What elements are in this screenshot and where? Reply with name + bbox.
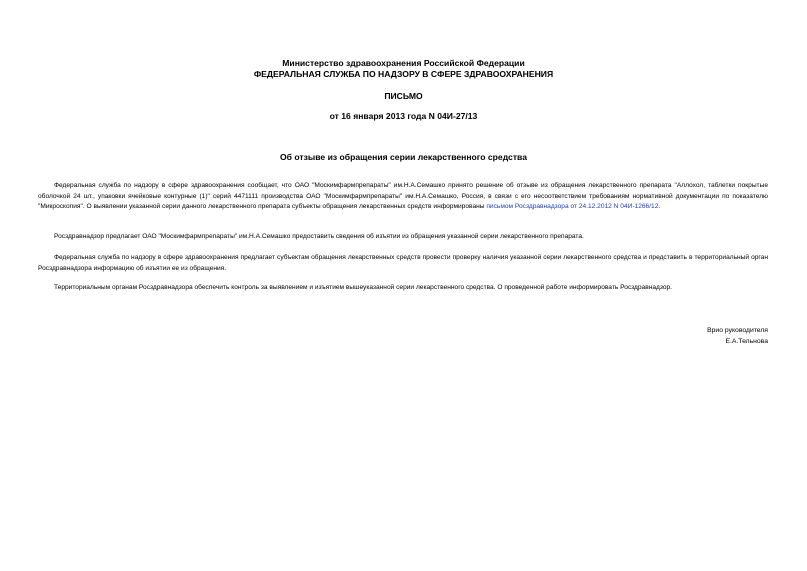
ministry-heading: Министерство здравоохранения Российской Федерации [282,58,525,68]
paragraph-1-end: . [658,203,661,210]
reference-letter-link[interactable]: письмом Росздравнадзора от 24.12.2012 N 04И-1266/12 [486,203,659,210]
service-heading: ФЕДЕРАЛЬНАЯ СЛУЖБА ПО НАДЗОРУ В СФЕРЕ ЗДРАВООХРАНЕНИЯ [253,69,554,79]
signature-title: Врио руководителя [707,327,768,334]
paragraph-2: Росздравнадзор предлагает ОАО "Москимфармпрепараты" им.Н.А.Семашко предоставить сведения об изъятии из обращения указанной серии лекарственного препарата. [54,233,584,240]
document-type: ПИСЬМО [384,91,423,101]
paragraph-1-text: Федеральная служба по надзору в сфере здравоохранения сообщает, что ОАО "Москимфармпрепараты" им.Н.А.Семашко принято решение об отзыве из обращения лекарственного препарата "Аллохол, таблетки покрытые оболочкой 24 шт., упаковки ячейковые контурные (1)" серий 4471111 производства ОАО "Москимфармпрепараты" им.Н.А.Семашко, Россия, в связи с его несоответствием требованиям нормативной документации по показателю "Микроскопия". О выявлении указанной серии данного лекарственного препарата субъекты обращения лекарственных средств информированы [38,182,768,210]
document-subject: Об отзыве из обращения серии лекарственного средства [280,152,527,162]
paragraph-3: Федеральная служба по надзору в сфере здравоохранения предлагает субъектам обращения лекарственных средств провести проверку наличия указанной серии лекарственного средства и представить в территориальный орган Росздравнадзора информацию об изъятии ее из обращения. [38,254,768,272]
signature-name: Е.А.Тельнова [725,338,768,345]
paragraph-1 [38,181,768,213]
document-date-number: от 16 января 2013 года N 04И-27/13 [329,111,478,121]
paragraph-4: Территориальным органам Росздравнадзора обеспечить контроль за выявлением и изъятием вышеуказанной серии лекарственного средства. О проведенной работе информировать Росздравнадзор. [54,284,673,291]
